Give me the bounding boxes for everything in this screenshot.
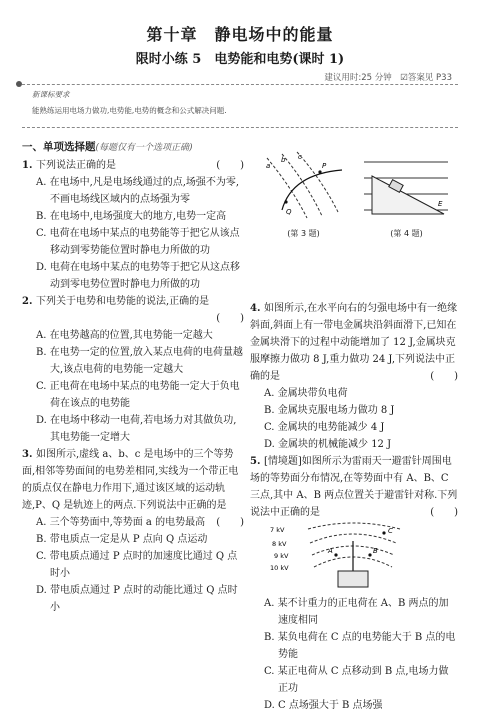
question-number: 2. [22,296,33,307]
option-c: C. 带电质点通过 P 点时的加速度比通过 Q 点时小 [36,551,238,579]
bullet-dot-icon [16,81,22,87]
question-number: 3. [22,449,33,460]
section-title: 一、单项选择题 [22,141,96,153]
equipotential-b [282,154,322,216]
time-and-answer-note: 建议用时:25 分钟 ☑答案见 P33 [324,73,452,83]
option-b: B. 在电势一定的位置,放入某点电荷的电荷量越大,该点电荷的电势能一定越大 [36,347,243,375]
label-a: A [328,547,333,555]
option-c: C. 正电荷在电场中某点的电势能一定大于负电荷在该点的电势能 [36,381,240,409]
option-a: A. 某不计重力的正电荷在 A、B 两点的加速度相同 [264,598,449,626]
option-d: D. 电荷在电场中某点的电势等于把它从这点移动到零电势位置时静电力所做的功 [36,262,241,290]
answer-bracket[interactable]: ( ) [216,313,244,324]
question-stem: 如图所示,虚线 a、b、c 是电场中的三个等势面,相邻等势面间的电势差相同,实线为一个带正电的质点仅在静电力作用下,通过该区域的运动轨迹,P、Q 是轨迹上的两点.下列说法中正确的是 [22,449,239,511]
option-a: A. 在电场中,凡是电场线通过的点,场强不为零,不画电场线区域内的点场强为零 [36,177,240,205]
point-b-dot [368,553,371,556]
goal-text: 能熟练运用电场力做功,电势能,电势的概念和公式解决问题. [32,106,227,115]
option-a: A. 三个等势面中,等势面 a 的电势最高 [36,517,206,528]
question-2 [22,293,244,446]
question-number: 1. [22,160,33,171]
label-b: b [281,156,286,164]
question-stem: 下列关于电势和电势能的说法,正确的是 [36,296,210,307]
answer-bracket[interactable]: ( ) [216,160,244,171]
question-number: 5. [250,456,261,467]
lesson-subtitle: 限时小练 5 电势能和电势(课时 1) [135,52,345,67]
point-a-dot [334,553,337,556]
option-d: D. C 点场强大于 B 点场强 [264,700,383,711]
figure-5-lightning-rod [250,521,456,589]
label-10kv: 10 kV [270,564,289,572]
section-heading [22,139,193,154]
point-c-dot [382,531,385,534]
question-stem: [情境题]如图所示为雷雨天一避雷针周围电场的等势面分布情况,在等势面中有 A、B、C 三点,其中 A、B 两点位置关于避雷针对称.下列说法中正确的是 [250,456,458,518]
question-5 [250,453,458,714]
question-number: 4. [250,303,261,314]
figure-3-caption: (第 3 题) [287,229,320,238]
option-c: C. 金属块的电势能减少 4 J [264,422,385,433]
question-4 [250,300,458,453]
option-d: D. 金属块的机械能减少 12 J [264,439,392,450]
answer-bracket[interactable]: ( ) [430,507,458,518]
figure-3-and-4-drawings [252,148,458,228]
option-c: C. 某正电荷从 C 点移动到 B 点,电场力做正功 [264,666,449,694]
option-d: D. 在电场中移动一电荷,若电场力对其做负功,其电势能一定增大 [36,415,237,443]
option-c: C. 电荷在电场中某点的电势能等于把它从该点移动到零势能位置时静电力所做的功 [36,228,240,256]
point-p-dot [318,170,321,173]
answer-bracket[interactable]: ( ) [430,371,458,382]
question-stem: 下列说法正确的是 [36,160,116,171]
option-b: B. 带电质点一定是从 P 点向 Q 点运动 [36,534,208,545]
label-q: Q [286,208,292,216]
answer-bracket[interactable]: ( ) [216,517,244,528]
figure-4-caption: (第 4 题) [390,229,423,238]
option-a: A. 金属块带负电荷 [264,388,348,399]
label-c: c [298,153,302,161]
label-c: C [388,527,393,535]
building [338,571,368,587]
incline [372,176,444,214]
option-d: D. 带电质点通过 P 点时的动能比通过 Q 点时小 [36,585,238,613]
option-b: B. 在电场中,电场强度大的地方,电势一定高 [36,211,227,222]
trajectory-curve [282,170,342,210]
question-3 [22,446,244,616]
option-b: B. 金属块克服电场力做功 8 J [264,405,395,416]
label-a: a [266,162,271,170]
option-a: A. 在电势越高的位置,其电势能一定越大 [36,330,213,341]
label-b: B [373,547,378,555]
label-7kv: 7 kV [270,526,285,534]
curriculum-goal-box [22,84,458,128]
chapter-title: 第十章 静电场中的能量 [146,25,334,44]
question-stem: 如图所示,在水平向右的匀强电场中有一绝缘斜面,斜面上有一带电金属块沿斜面滑下,已知在金属块滑下的过程中动能增加了 12 J,金属块克服摩擦力做功 8 J,重力做功 24 J,下列说法中正确的是 [250,303,458,382]
label-8kv: 8 kV [272,540,287,548]
section-hint: (每题仅有一个选项正确) [95,143,193,153]
right-column [250,300,458,714]
figures-3-4 [252,148,458,296]
equipotential-7kv [308,523,400,529]
label-e: E [438,200,443,208]
goal-title: 新课标要求 [32,90,70,99]
question-1 [22,157,244,293]
point-q-dot [284,200,287,203]
label-p: P [322,162,327,170]
option-b: B. 某负电荷在 C 点的电势能大于 B 点的电势能 [264,632,456,660]
left-column [22,157,244,616]
label-9kv: 9 kV [274,552,289,560]
